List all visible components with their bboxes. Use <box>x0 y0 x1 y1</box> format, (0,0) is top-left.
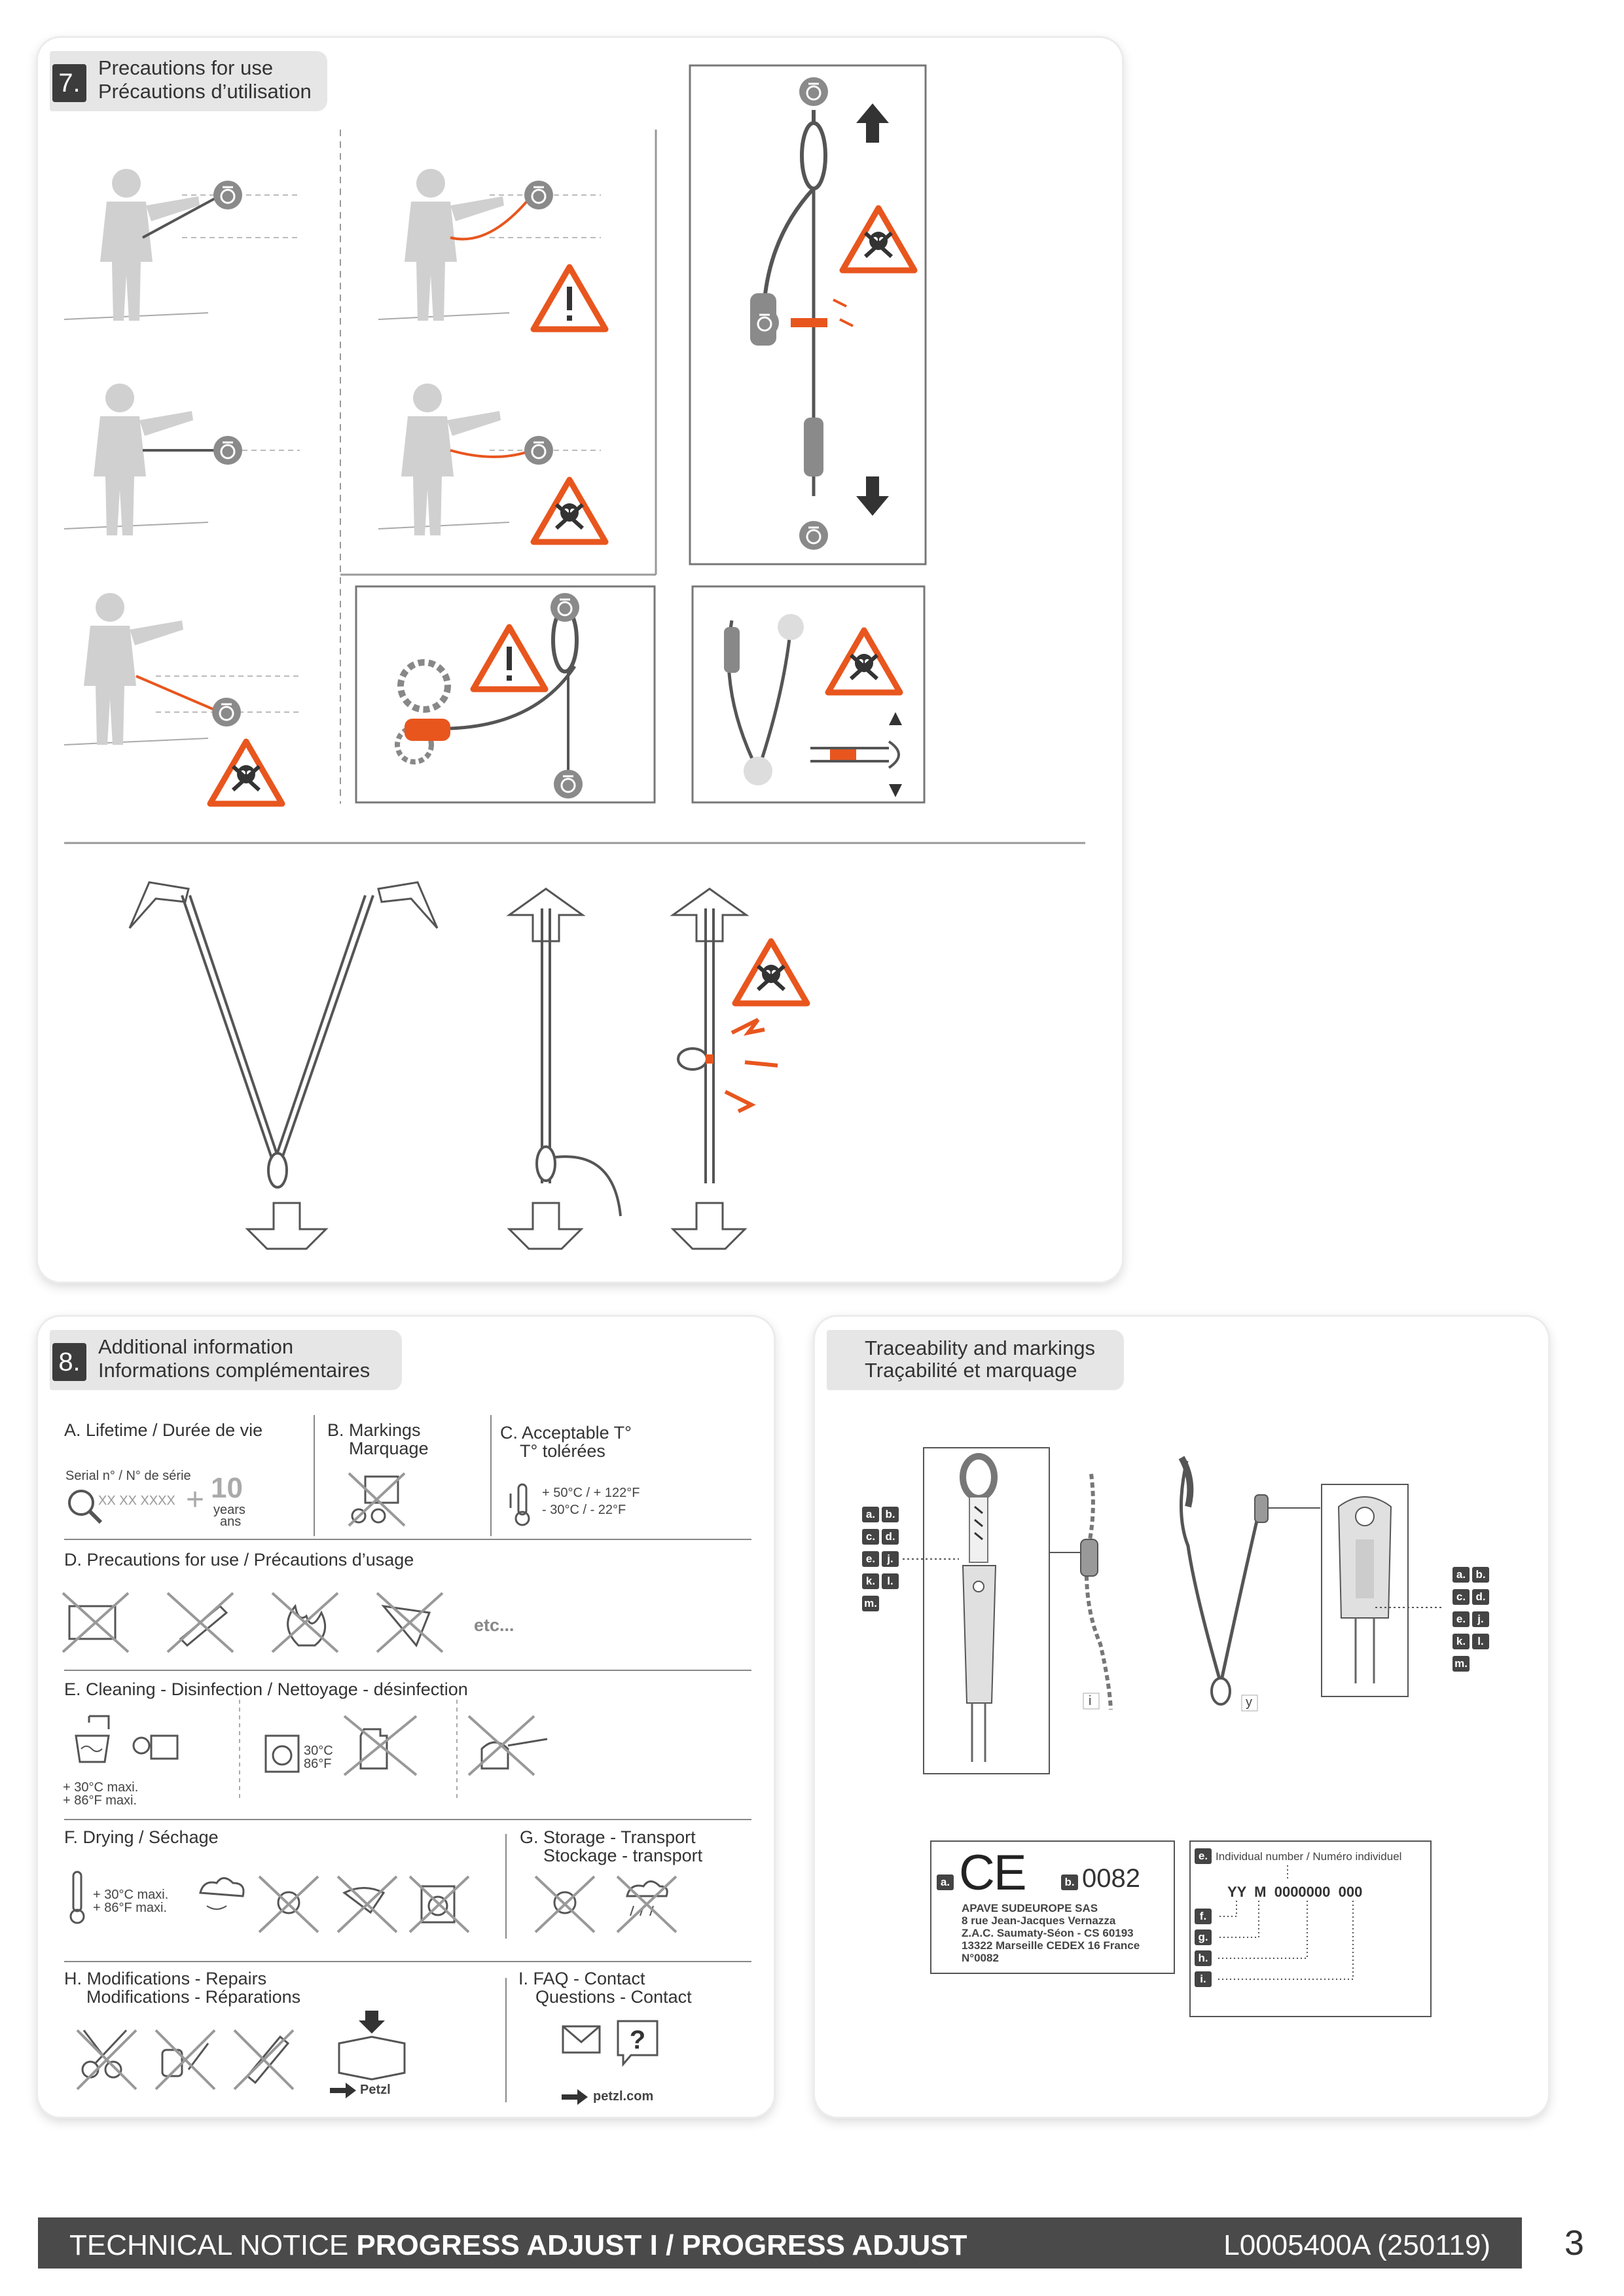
marking-key: b. <box>1472 1567 1489 1583</box>
markings-title-fr: Marquage <box>349 1439 429 1458</box>
no-marker-icon <box>234 2030 293 2089</box>
marking-key: e. <box>862 1551 879 1567</box>
section-title-en: Additional information <box>98 1335 294 1358</box>
temperature-title-fr: T° tolérées <box>520 1441 605 1461</box>
thermometer-icon <box>507 1482 539 1528</box>
marking-key: c. <box>862 1529 879 1545</box>
water-max-c: + 30°C maxi. <box>63 1780 139 1795</box>
ce-mark: CE <box>959 1845 1026 1901</box>
temp-low: - 30°C / - 22°F <box>542 1503 626 1517</box>
marking-key: d. <box>882 1529 899 1545</box>
precautions-title: D. Precautions for use / Précautions d’usage <box>64 1550 414 1570</box>
modifications-title-en: H. Modifications - Repairs <box>64 1969 267 1988</box>
arrow-right-icon <box>562 2089 588 2105</box>
marking-key: l. <box>882 1573 899 1589</box>
water-max-f: + 86°F maxi. <box>63 1793 137 1808</box>
individual-number-label: Individual number / Numéro individuel <box>1216 1850 1402 1863</box>
section-title-fr: Précautions d’utilisation <box>98 80 312 103</box>
plus-sign: + <box>186 1482 205 1517</box>
no-fire-icon <box>272 1593 338 1652</box>
marking-key: m. <box>1453 1656 1470 1672</box>
no-cutting-icon <box>168 1593 233 1652</box>
marking-key: a. <box>862 1507 879 1522</box>
precautions-illustrations <box>38 38 1122 1282</box>
precautions-icons <box>63 1587 521 1659</box>
thermometer-icon <box>71 1872 84 1923</box>
air-dry-icon <box>200 1878 244 1910</box>
notified-body-line: 8 rue Jean-Jacques Vernazza <box>962 1914 1116 1927</box>
individual-key: h. <box>1195 1950 1212 1966</box>
marking-key: m. <box>862 1596 879 1611</box>
marking-key: k. <box>862 1573 879 1589</box>
drying-title: F. Drying / Séchage <box>64 1827 219 1847</box>
page-number: 3 <box>1564 2223 1585 2263</box>
additional-info-panel <box>38 1317 774 2117</box>
footer-bar <box>38 2217 1522 2269</box>
document-code: L0005400A (250119) <box>1223 2229 1490 2261</box>
notified-body-number: 0082 <box>1082 1864 1140 1893</box>
temp-high: + 50°C / + 122°F <box>542 1486 640 1500</box>
no-sun-icon <box>259 1876 318 1932</box>
temperature-title-en: C. Acceptable T° <box>500 1423 632 1443</box>
ce-key: a. <box>937 1874 954 1890</box>
traceability-title-fr: Traçabilité et marquage <box>865 1359 1077 1382</box>
no-dryer-icon <box>410 1876 469 1932</box>
wash-temp-c: 30°C <box>304 1744 333 1758</box>
marking-key: j. <box>882 1551 899 1567</box>
tag-y: y <box>1246 1695 1252 1710</box>
notified-body-line: 13322 Marseille CEDEX 16 France <box>962 1939 1140 1952</box>
faq-title-fr: Questions - Contact <box>535 1987 692 2007</box>
no-sun-icon <box>535 1876 594 1932</box>
markings-title-en: B. Markings <box>327 1420 421 1440</box>
footer-title <box>69 2229 967 2262</box>
no-cut-scissors-icon <box>77 2030 136 2089</box>
marking-key: a. <box>1453 1567 1470 1583</box>
washing-machine-icon <box>266 1736 298 1772</box>
svg-text:?: ? <box>629 2026 646 2054</box>
individual-number-format: YY M 0000000 000 <box>1227 1884 1363 1900</box>
individual-key: i. <box>1195 1971 1212 1987</box>
section-title-en: Precautions for use <box>98 56 274 79</box>
ans-label: ans <box>220 1515 242 1529</box>
tag-i: i <box>1089 1694 1092 1708</box>
etc-label: etc... <box>474 1615 514 1635</box>
storage-icons <box>535 1867 679 1939</box>
individual-number-leaders <box>1189 1840 1432 2017</box>
notified-key: b. <box>1061 1874 1078 1890</box>
precautions-panel <box>38 38 1122 1282</box>
serial-value: XX XX XXXX <box>98 1494 175 1508</box>
question-icon <box>617 2020 659 2066</box>
petzl-label: Petzl <box>360 2083 391 2097</box>
mail-icon <box>562 2025 601 2054</box>
notified-body-line: Z.A.C. Saumaty-Séon - CS 60193 <box>962 1927 1134 1939</box>
no-pressure-washer-icon <box>469 1716 547 1775</box>
notified-body-line: N°0082 <box>962 1952 999 1964</box>
cleaning-title: E. Cleaning - Disinfection / Nettoyage - désinfection <box>64 1679 468 1699</box>
section-number: 8. <box>52 1343 86 1381</box>
section-number: 7. <box>52 64 86 102</box>
footer-product: PROGRESS ADJUST I / PROGRESS ADJUST <box>356 2229 967 2261</box>
marking-key: b. <box>882 1507 899 1522</box>
no-sewing-icon <box>156 2030 215 2089</box>
individual-key: g. <box>1195 1929 1212 1945</box>
marking-key: c. <box>1453 1589 1470 1605</box>
storage-title-fr: Stockage - transport <box>543 1846 703 1865</box>
wash-temp-f: 86°F <box>304 1757 332 1771</box>
return-box-icon <box>339 2011 405 2079</box>
storage-title-en: G. Storage - Transport <box>520 1827 696 1847</box>
faq-title-en: I. FAQ - Contact <box>518 1969 645 1988</box>
traceability-illustrations <box>815 1317 1548 1840</box>
arrow-right-icon <box>330 2083 356 2098</box>
tap-water-icon <box>76 1716 109 1762</box>
section-title-fr: Informations complémentaires <box>98 1359 370 1382</box>
years-label: years <box>213 1503 245 1517</box>
no-chemicals-icon <box>377 1593 442 1652</box>
modifications-title-fr: Modifications - Réparations <box>86 1987 301 2007</box>
dry-max-f: + 86°F maxi. <box>93 1901 168 1915</box>
traceability-panel <box>815 1317 1548 2117</box>
marking-key: k. <box>1453 1634 1470 1649</box>
no-engraving-icon <box>346 1470 411 1529</box>
marking-key: d. <box>1472 1589 1489 1605</box>
marking-key: e. <box>1453 1611 1470 1627</box>
notified-body-line: APAVE SUDEUROPE SAS <box>962 1902 1098 1914</box>
lifetime-years-number: 10 <box>211 1472 243 1504</box>
petzl-website-link[interactable]: petzl.com <box>593 2089 654 2104</box>
marking-key: j. <box>1472 1611 1489 1627</box>
dry-max-c: + 30°C maxi. <box>93 1888 169 1902</box>
marking-key: l. <box>1472 1634 1489 1649</box>
footer-prefix: TECHNICAL NOTICE <box>69 2229 349 2261</box>
individual-key: f. <box>1195 1909 1212 1924</box>
no-hairdryer-icon <box>338 1876 397 1932</box>
lifetime-title: A. Lifetime / Durée de vie <box>64 1420 263 1440</box>
serial-label: Serial n° / N° de série <box>65 1469 191 1483</box>
no-crushing-icon <box>63 1593 128 1652</box>
individual-key: e. <box>1195 1848 1212 1864</box>
soap-icon <box>134 1736 177 1759</box>
no-rain-icon <box>617 1876 676 1932</box>
traceability-title-en: Traceability and markings <box>865 1336 1096 1359</box>
no-spray-icon <box>344 1716 416 1775</box>
